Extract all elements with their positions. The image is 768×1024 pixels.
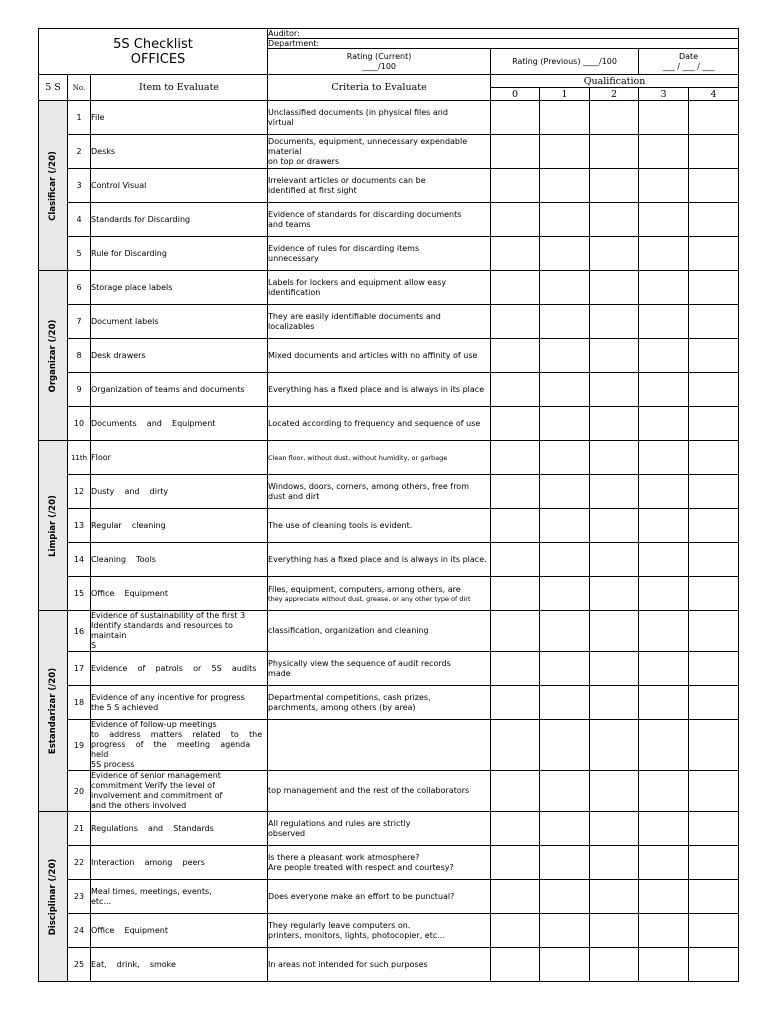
section-label: Organizar (/20) — [48, 319, 58, 392]
score-cell-0[interactable] — [491, 720, 540, 771]
item-to-evaluate: Regulations and Standards — [91, 812, 268, 846]
table-row — [39, 305, 739, 339]
score-cell-4[interactable] — [689, 407, 739, 441]
score-cell-2[interactable] — [590, 577, 639, 611]
row-number: 13 — [68, 509, 91, 543]
criteria-text-small: they appreciate without dust, grease, or any other type of dirt — [268, 594, 471, 603]
col-5s-header: 5 S — [39, 75, 68, 101]
score-cell-4[interactable] — [689, 846, 739, 880]
department-field[interactable]: Department: — [268, 39, 739, 49]
criteria-to-evaluate — [268, 203, 491, 237]
score-cell-4[interactable] — [689, 441, 739, 475]
criteria-to-evaluate — [268, 771, 491, 812]
score-cell-0[interactable] — [491, 441, 540, 475]
score-cell-3[interactable] — [639, 203, 689, 237]
table-row — [39, 577, 739, 611]
criteria-text: Clean floor, without dust, without humidity, or garbage — [268, 453, 448, 462]
score-cell-0[interactable] — [491, 407, 540, 441]
section-cell — [39, 441, 68, 611]
score-cell-3[interactable] — [639, 271, 689, 305]
item-to-evaluate: Evidence of follow-up meetings to address matters related to the progress of the meeting agenda held 5S process — [91, 720, 268, 771]
score-cell-1[interactable] — [540, 948, 590, 982]
item-to-evaluate: Rule for Discarding — [91, 237, 268, 271]
table-row — [39, 846, 739, 880]
rating-current-blank: ____/100 — [362, 61, 397, 71]
item-to-evaluate: Evidence of senior management commitment Verify the level of involvement and commitment of and the others involved — [91, 771, 268, 812]
score-cell-1[interactable] — [540, 812, 590, 846]
criteria-to-evaluate — [268, 652, 491, 686]
score-cell-0[interactable] — [491, 686, 540, 720]
criteria-text: classification, organization and cleaning — [268, 626, 429, 635]
score-cell-2[interactable] — [590, 914, 639, 948]
score-cell-4[interactable] — [689, 237, 739, 271]
section-label: Estandarizar (/20) — [48, 667, 58, 755]
score-cell-2[interactable] — [590, 880, 639, 914]
row-number: 23 — [68, 880, 91, 914]
score-cell-0[interactable] — [491, 914, 540, 948]
criteria-text: top management and the rest of the collaborators — [268, 786, 470, 795]
section-cell — [39, 101, 68, 271]
score-cell-0[interactable] — [491, 305, 540, 339]
criteria-text: Everything has a fixed place and is always in its place — [268, 384, 485, 394]
criteria-to-evaluate — [268, 373, 491, 407]
score-cell-0[interactable] — [491, 577, 540, 611]
score-cell-2[interactable] — [590, 203, 639, 237]
criteria-text: Irrelevant articles or documents can be identified at first sight — [268, 175, 426, 195]
score-cell-2[interactable] — [590, 475, 639, 509]
row-number: 11th — [68, 441, 91, 475]
criteria-to-evaluate — [268, 237, 491, 271]
score-header-3: 3 — [639, 88, 689, 101]
table-row — [39, 135, 739, 169]
table-row — [39, 652, 739, 686]
score-cell-3[interactable] — [639, 948, 689, 982]
rating-previous-field[interactable]: Rating (Previous) ____/100 — [491, 49, 639, 75]
col-no-header: No. — [68, 75, 91, 101]
score-cell-3[interactable] — [639, 101, 689, 135]
criteria-to-evaluate — [268, 577, 491, 611]
item-to-evaluate: Eat, drink, smoke — [91, 948, 268, 982]
criteria-text: Files, equipment, computers, among others, are — [268, 584, 461, 594]
row-number: 22 — [68, 846, 91, 880]
score-cell-2[interactable] — [590, 948, 639, 982]
score-cell-2[interactable] — [590, 373, 639, 407]
item-to-evaluate: Meal times, meetings, events, etc... — [91, 880, 268, 914]
score-cell-0[interactable] — [491, 771, 540, 812]
table-row — [39, 611, 739, 652]
row-number: 1 — [68, 101, 91, 135]
criteria-to-evaluate — [268, 271, 491, 305]
criteria-text: Documents, equipment, unnecessary expendable material on top or drawers — [268, 136, 468, 166]
section-cell — [39, 611, 68, 812]
score-cell-2[interactable] — [590, 771, 639, 812]
item-to-evaluate: Cleaning Tools — [91, 543, 268, 577]
table-row — [39, 720, 739, 771]
criteria-text: Does everyone make an effort to be punctual? — [268, 891, 455, 901]
score-cell-4[interactable] — [689, 169, 739, 203]
score-cell-4[interactable] — [689, 577, 739, 611]
score-cell-4[interactable] — [689, 771, 739, 812]
criteria-text: Labels for lockers and equipment allow easy identification — [268, 277, 447, 297]
title-line2: OFFICES — [130, 51, 186, 67]
table-row — [39, 475, 739, 509]
score-cell-0[interactable] — [491, 812, 540, 846]
table-row — [39, 339, 739, 373]
score-cell-4[interactable] — [689, 652, 739, 686]
score-cell-2[interactable] — [590, 237, 639, 271]
criteria-text: Physically view the sequence of audit records made — [268, 658, 451, 678]
score-cell-0[interactable] — [491, 339, 540, 373]
criteria-to-evaluate — [268, 812, 491, 846]
score-header-0: 0 — [491, 88, 540, 101]
score-cell-1[interactable] — [540, 407, 590, 441]
item-to-evaluate: Evidence of sustainability of the first 3 Identify standards and resources to maintain S — [91, 611, 268, 652]
criteria-text: They are easily identifiable documents and localizables — [268, 311, 441, 331]
row-number: 24 — [68, 914, 91, 948]
score-cell-2[interactable] — [590, 339, 639, 373]
criteria-to-evaluate — [268, 407, 491, 441]
score-cell-3[interactable] — [639, 771, 689, 812]
row-number: 12 — [68, 475, 91, 509]
row-number: 2 — [68, 135, 91, 169]
score-cell-2[interactable] — [590, 305, 639, 339]
score-header-2: 2 — [590, 88, 639, 101]
item-to-evaluate: Dusty and dirty — [91, 475, 268, 509]
criteria-text: In areas not intended for such purposes — [268, 959, 428, 969]
score-cell-3[interactable] — [639, 652, 689, 686]
score-cell-4[interactable] — [689, 101, 739, 135]
item-to-evaluate: Evidence of patrols or 5S audits — [91, 652, 268, 686]
score-cell-1[interactable] — [540, 475, 590, 509]
table-row — [39, 407, 739, 441]
score-cell-3[interactable] — [639, 720, 689, 771]
item-to-evaluate: File — [91, 101, 268, 135]
table-row — [39, 948, 739, 982]
score-cell-0[interactable] — [491, 135, 540, 169]
criteria-to-evaluate — [268, 611, 491, 652]
title-cell — [39, 29, 268, 75]
score-cell-2[interactable] — [590, 611, 639, 652]
criteria-text: Evidence of rules for discarding items unnecessary — [268, 243, 420, 263]
score-cell-2[interactable] — [590, 543, 639, 577]
item-to-evaluate: Control Visual — [91, 169, 268, 203]
score-cell-0[interactable] — [491, 948, 540, 982]
row-number: 25 — [68, 948, 91, 982]
score-cell-1[interactable] — [540, 686, 590, 720]
score-cell-1[interactable] — [540, 880, 590, 914]
score-cell-1[interactable] — [540, 271, 590, 305]
score-cell-3[interactable] — [639, 686, 689, 720]
item-to-evaluate: Regular cleaning — [91, 509, 268, 543]
section-label: Disciplinar (/20) — [48, 858, 58, 935]
score-cell-3[interactable] — [639, 169, 689, 203]
criteria-to-evaluate — [268, 305, 491, 339]
criteria-text: They regularly leave computers on. printers, monitors, lights, photocopier, etc... — [268, 920, 445, 940]
score-cell-0[interactable] — [491, 543, 540, 577]
score-cell-1[interactable] — [540, 914, 590, 948]
score-cell-1[interactable] — [540, 135, 590, 169]
criteria-text: Departmental competitions, cash prizes, parchments, among others (by area) — [268, 692, 431, 712]
row-number: 9 — [68, 373, 91, 407]
row-number: 4 — [68, 203, 91, 237]
criteria-to-evaluate — [268, 475, 491, 509]
score-cell-2[interactable] — [590, 441, 639, 475]
item-to-evaluate: Evidence of any incentive for progress the 5 S achieved — [91, 686, 268, 720]
row-number: 20 — [68, 771, 91, 812]
score-cell-1[interactable] — [540, 373, 590, 407]
score-cell-0[interactable] — [491, 237, 540, 271]
score-cell-3[interactable] — [639, 339, 689, 373]
row-number: 19 — [68, 720, 91, 771]
criteria-text: All regulations and rules are strictly observed — [268, 818, 411, 838]
score-cell-1[interactable] — [540, 720, 590, 771]
criteria-to-evaluate — [268, 441, 491, 475]
score-cell-2[interactable] — [590, 169, 639, 203]
date-blank: ___ / ___ / ___ — [662, 61, 715, 71]
score-cell-3[interactable] — [639, 611, 689, 652]
table-row — [39, 441, 739, 475]
score-cell-3[interactable] — [639, 543, 689, 577]
score-cell-1[interactable] — [540, 771, 590, 812]
row-number: 15 — [68, 577, 91, 611]
section-label: Clasificar (/20) — [48, 150, 58, 221]
score-cell-1[interactable] — [540, 543, 590, 577]
score-cell-4[interactable] — [689, 305, 739, 339]
item-to-evaluate: Floor — [91, 441, 268, 475]
score-cell-1[interactable] — [540, 237, 590, 271]
item-to-evaluate: Interaction among peers — [91, 846, 268, 880]
table-row — [39, 169, 739, 203]
row-number: 16 — [68, 611, 91, 652]
score-cell-3[interactable] — [639, 135, 689, 169]
score-cell-1[interactable] — [540, 846, 590, 880]
score-cell-1[interactable] — [540, 441, 590, 475]
score-cell-2[interactable] — [590, 101, 639, 135]
criteria-to-evaluate — [268, 509, 491, 543]
criteria-to-evaluate — [268, 543, 491, 577]
col-criteria-header: Criteria to Evaluate — [268, 75, 491, 101]
criteria-to-evaluate — [268, 101, 491, 135]
score-cell-0[interactable] — [491, 475, 540, 509]
rating-current-label: Rating (Current) — [346, 51, 412, 61]
section-cell — [39, 271, 68, 441]
criteria-to-evaluate — [268, 720, 491, 771]
criteria-text: Everything has a fixed place and is always in its place. — [268, 554, 487, 564]
score-cell-2[interactable] — [590, 407, 639, 441]
table-row — [39, 771, 739, 812]
item-to-evaluate: Desks — [91, 135, 268, 169]
score-cell-0[interactable] — [491, 846, 540, 880]
date-label: Date — [678, 51, 699, 61]
score-cell-0[interactable] — [491, 611, 540, 652]
score-cell-0[interactable] — [491, 101, 540, 135]
score-cell-4[interactable] — [689, 914, 739, 948]
qualification-header: Qualification — [491, 75, 739, 88]
score-cell-0[interactable] — [491, 203, 540, 237]
table-row — [39, 271, 739, 305]
criteria-text: Located according to frequency and sequence of use — [268, 418, 481, 428]
item-to-evaluate: Office Equipment — [91, 577, 268, 611]
row-number: 7 — [68, 305, 91, 339]
table-row — [39, 373, 739, 407]
criteria-text: Is there a pleasant work atmosphere? Are people treated with respect and courtesy? — [268, 852, 454, 872]
item-to-evaluate: Document labels — [91, 305, 268, 339]
score-header-1: 1 — [540, 88, 590, 101]
score-cell-4[interactable] — [689, 686, 739, 720]
item-to-evaluate: Organization of teams and documents — [91, 373, 268, 407]
score-cell-3[interactable] — [639, 305, 689, 339]
score-cell-0[interactable] — [491, 373, 540, 407]
score-cell-4[interactable] — [689, 948, 739, 982]
item-to-evaluate: Standards for Discarding — [91, 203, 268, 237]
row-number: 6 — [68, 271, 91, 305]
score-cell-3[interactable] — [639, 880, 689, 914]
score-cell-2[interactable] — [590, 135, 639, 169]
score-cell-0[interactable] — [491, 880, 540, 914]
score-cell-3[interactable] — [639, 407, 689, 441]
score-cell-1[interactable] — [540, 169, 590, 203]
score-cell-2[interactable] — [590, 812, 639, 846]
score-cell-3[interactable] — [639, 812, 689, 846]
item-to-evaluate: Desk drawers — [91, 339, 268, 373]
score-cell-4[interactable] — [689, 339, 739, 373]
score-cell-2[interactable] — [590, 509, 639, 543]
row-number: 8 — [68, 339, 91, 373]
table-row — [39, 237, 739, 271]
criteria-to-evaluate — [268, 880, 491, 914]
score-cell-3[interactable] — [639, 914, 689, 948]
score-cell-1[interactable] — [540, 652, 590, 686]
score-cell-2[interactable] — [590, 652, 639, 686]
row-number: 3 — [68, 169, 91, 203]
score-cell-1[interactable] — [540, 339, 590, 373]
score-cell-1[interactable] — [540, 101, 590, 135]
criteria-to-evaluate — [268, 135, 491, 169]
table-row — [39, 812, 739, 846]
row-number: 18 — [68, 686, 91, 720]
score-cell-4[interactable] — [689, 271, 739, 305]
criteria-text: The use of cleaning tools is evident. — [268, 520, 413, 530]
score-cell-0[interactable] — [491, 509, 540, 543]
score-cell-4[interactable] — [689, 812, 739, 846]
item-to-evaluate: Office Equipment — [91, 914, 268, 948]
score-cell-2[interactable] — [590, 720, 639, 771]
score-cell-2[interactable] — [590, 846, 639, 880]
score-cell-1[interactable] — [540, 611, 590, 652]
score-cell-3[interactable] — [639, 237, 689, 271]
score-cell-0[interactable] — [491, 169, 540, 203]
auditor-field[interactable]: Auditor: — [268, 29, 739, 39]
score-cell-3[interactable] — [639, 373, 689, 407]
criteria-text: Unclassified documents (in physical files and virtual — [268, 107, 448, 127]
score-cell-1[interactable] — [540, 509, 590, 543]
table-row — [39, 914, 739, 948]
score-cell-4[interactable] — [689, 720, 739, 771]
criteria-to-evaluate — [268, 169, 491, 203]
score-cell-4[interactable] — [689, 373, 739, 407]
date-field[interactable] — [639, 49, 739, 75]
criteria-to-evaluate — [268, 339, 491, 373]
score-cell-3[interactable] — [639, 475, 689, 509]
section-cell — [39, 812, 68, 982]
table-row — [39, 543, 739, 577]
table-row — [39, 101, 739, 135]
title-line1: 5S Checklist — [113, 36, 193, 52]
score-cell-3[interactable] — [639, 577, 689, 611]
score-cell-4[interactable] — [689, 135, 739, 169]
table-row — [39, 509, 739, 543]
row-number: 10 — [68, 407, 91, 441]
score-cell-0[interactable] — [491, 271, 540, 305]
rating-current-field[interactable] — [268, 49, 491, 75]
criteria-to-evaluate — [268, 686, 491, 720]
row-number: 17 — [68, 652, 91, 686]
row-number: 21 — [68, 812, 91, 846]
score-cell-1[interactable] — [540, 203, 590, 237]
col-item-header: Item to Evaluate — [91, 75, 268, 101]
criteria-text: Evidence of standards for discarding documents and teams — [268, 209, 462, 229]
score-cell-4[interactable] — [689, 509, 739, 543]
criteria-text: Windows, doors, corners, among others, free from dust and dirt — [268, 481, 469, 501]
score-cell-1[interactable] — [540, 305, 590, 339]
score-cell-4[interactable] — [689, 203, 739, 237]
row-number: 14 — [68, 543, 91, 577]
score-cell-4[interactable] — [689, 611, 739, 652]
item-to-evaluate: Documents and Equipment — [91, 407, 268, 441]
score-cell-3[interactable] — [639, 441, 689, 475]
criteria-to-evaluate — [268, 846, 491, 880]
score-cell-0[interactable] — [491, 652, 540, 686]
score-cell-4[interactable] — [689, 880, 739, 914]
table-row — [39, 686, 739, 720]
checklist-table — [38, 28, 739, 982]
row-number: 5 — [68, 237, 91, 271]
item-to-evaluate: Storage place labels — [91, 271, 268, 305]
score-cell-1[interactable] — [540, 577, 590, 611]
score-cell-2[interactable] — [590, 686, 639, 720]
criteria-text: Mixed documents and articles with no affinity of use — [268, 350, 478, 360]
table-row — [39, 880, 739, 914]
criteria-to-evaluate — [268, 948, 491, 982]
score-cell-3[interactable] — [639, 509, 689, 543]
table-row — [39, 203, 739, 237]
score-cell-4[interactable] — [689, 543, 739, 577]
criteria-to-evaluate — [268, 914, 491, 948]
score-cell-2[interactable] — [590, 271, 639, 305]
score-cell-3[interactable] — [639, 846, 689, 880]
score-cell-4[interactable] — [689, 475, 739, 509]
section-label: Limpiar (/20) — [48, 494, 58, 557]
score-header-4: 4 — [689, 88, 739, 101]
